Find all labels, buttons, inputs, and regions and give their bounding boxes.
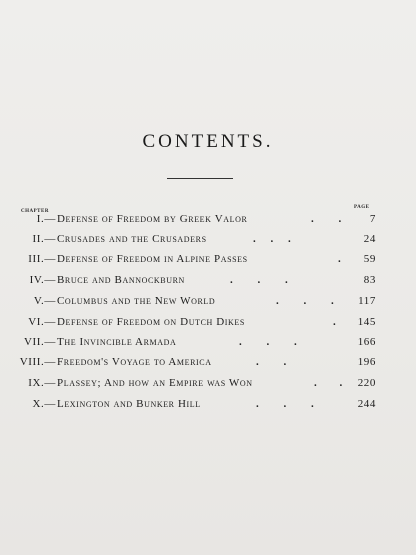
- toc-entry: [0, 213, 416, 229]
- chapter-number: III.—: [28, 253, 56, 265]
- chapter-number: VI.—: [28, 316, 56, 328]
- toc-entry: [0, 336, 416, 352]
- toc-entry: [0, 233, 416, 249]
- dot-leader: . .: [311, 213, 342, 225]
- chapter-title: Columbus and the New World: [57, 295, 216, 307]
- page-number: 244: [357, 398, 376, 410]
- chapter-number: X.—: [32, 398, 56, 410]
- chapter-title: The Invincible Armada: [57, 336, 177, 348]
- page-number: 220: [357, 377, 376, 389]
- chapter-number: IX.—: [28, 377, 56, 389]
- page-number: 117: [358, 295, 376, 307]
- page-number: 24: [363, 233, 376, 245]
- toc-entry: [0, 295, 416, 311]
- dot-leader: . .: [314, 377, 343, 389]
- chapter-title: Crusades and the Crusaders: [57, 233, 207, 245]
- chapter-title: Lexington and Bunker Hill: [57, 398, 201, 410]
- dot-leader: . . .: [230, 274, 288, 286]
- chapter-number: IV.—: [29, 274, 56, 286]
- page-number: 196: [357, 356, 376, 368]
- chapter-number: V.—: [33, 295, 56, 307]
- chapter-column-header: chapter: [21, 205, 49, 214]
- dot-leader: . .: [256, 356, 287, 368]
- page-title: CONTENTS.: [142, 131, 274, 152]
- chapter-title: Defense of Freedom by Greek Valor: [57, 213, 248, 225]
- page-number: 166: [357, 336, 376, 348]
- chapter-title: Defense of Freedom on Dutch Dikes: [57, 316, 245, 328]
- toc-entry: [0, 398, 416, 414]
- page-column-header: page: [354, 201, 370, 210]
- chapter-title: Plassey; And how an Empire was Won: [57, 377, 253, 389]
- dot-leader: .: [338, 253, 341, 265]
- dot-leader: .: [333, 316, 336, 328]
- toc-entry: [0, 356, 416, 372]
- chapter-title: Defense of Freedom in Alpine Passes: [57, 253, 248, 265]
- chapter-title: Bruce and Bannockburn: [57, 274, 185, 286]
- page-number: 145: [357, 316, 376, 328]
- dot-leader: . . .: [256, 398, 314, 410]
- chapter-number: VII.—: [23, 336, 56, 348]
- chapter-number: II.—: [32, 233, 56, 245]
- page-number: 7: [369, 213, 376, 225]
- dot-leader: . . .: [276, 295, 334, 307]
- toc-entry: [0, 253, 416, 269]
- page-number: 83: [363, 274, 376, 286]
- dot-leader: . . .: [253, 233, 291, 245]
- dot-leader: . . .: [239, 336, 297, 348]
- toc-entry: [0, 316, 416, 332]
- toc-entry: [0, 377, 416, 393]
- chapter-number: I.—: [36, 213, 56, 225]
- chapter-number: VIII.—: [19, 356, 56, 368]
- toc-entry: [0, 274, 416, 290]
- page-number: 59: [363, 253, 376, 265]
- chapter-title: Freedom's Voyage to America: [57, 356, 212, 368]
- title-rule: [167, 178, 233, 179]
